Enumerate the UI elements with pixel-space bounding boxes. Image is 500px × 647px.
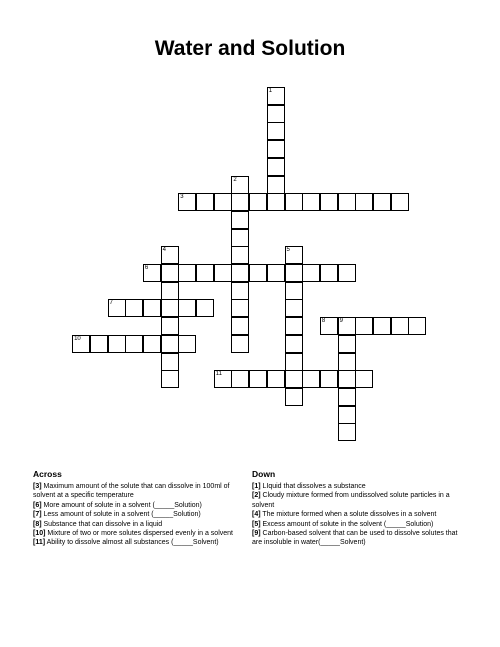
grid-cell[interactable] [178,299,196,317]
grid-cell[interactable] [338,388,356,406]
clue-label: [11] [33,539,46,547]
grid-cell[interactable] [72,335,90,353]
grid-cell[interactable] [408,317,426,335]
grid-cell[interactable] [267,140,285,158]
clue-item [33,510,245,519]
clue-item [33,529,245,538]
grid-cell[interactable] [302,193,320,211]
clue-item [33,482,245,501]
clue-number: 8 [321,318,326,325]
grid-cell[interactable] [267,176,285,194]
grid-cell[interactable] [196,193,214,211]
clue-number: 10 [74,335,81,342]
clue-label: [1] [252,483,261,490]
across-heading: Across [33,469,62,479]
clue-number: 6 [144,265,149,271]
grid-cell[interactable] [249,370,267,388]
grid-cell[interactable] [285,335,303,353]
clue-item [252,491,467,510]
clue-label: [2] [252,492,261,500]
clue-label: [7] [33,511,42,519]
clue-text: Carbon-based solvent that can be used to dissolve solutes that are insoluble in water(_____Solvent) [252,530,458,547]
clue-number: 11 [215,371,222,378]
clue-label: [9] [252,530,261,538]
clue-label: [4] [252,511,261,519]
grid-cell[interactable] [231,211,249,229]
clue-item [33,501,245,510]
grid-cell[interactable] [391,193,409,211]
clue-label: [5] [252,520,261,528]
grid-cell[interactable] [267,193,285,211]
grid-cell[interactable] [231,193,249,211]
grid-cell[interactable] [285,264,303,282]
down-clue-list [252,482,467,548]
grid-cell[interactable] [161,353,179,371]
grid-cell[interactable] [267,264,285,282]
grid-cell[interactable] [249,193,267,211]
grid-cell[interactable] [231,299,249,317]
grid-cell[interactable] [320,264,338,282]
grid-cell[interactable] [143,335,161,353]
clue-text: LIquid that dissolves a substance [260,483,366,490]
grid-cell[interactable] [161,370,179,388]
grid-cell[interactable] [285,299,303,317]
clue-text: More amount of solute in a solvent (_____Solution) [41,501,202,509]
grid-cell[interactable] [231,229,249,247]
grid-cell[interactable] [231,264,249,282]
clue-text: Less amount of solute in a solvent (_____Solution) [41,511,201,519]
grid-cell[interactable] [267,370,285,388]
grid-cell[interactable] [267,122,285,140]
clue-number: 5 [286,247,290,254]
down-heading: Down [252,469,276,479]
clue-text: Ability to dissolve almost all substances (_____Solvent) [45,539,219,547]
grid-cell[interactable] [320,193,338,211]
grid-cell[interactable] [355,370,373,388]
grid-cell[interactable] [338,317,356,335]
clue-text: The mixture formed when a solute dissolves in a solvent [260,511,437,519]
clue-number: 2 [233,176,237,183]
grid-cell[interactable] [285,282,303,300]
grid-cell[interactable] [285,317,303,335]
grid-cell[interactable] [161,299,179,317]
across-clue-list [33,482,245,548]
grid-cell[interactable] [178,264,196,282]
grid-cell[interactable] [231,176,249,194]
clue-label: [3] [33,483,42,490]
grid-cell[interactable] [338,335,356,353]
clue-item [252,529,467,548]
grid-cell[interactable] [285,246,303,264]
clue-text: Substance that can dissolve in a liquid [41,520,163,528]
clue-item [252,520,467,529]
grid-cell[interactable] [373,317,391,335]
grid-cell[interactable] [338,423,356,441]
clue-text: Cloudy mixture formed from undissolved solute particles in a solvent [252,492,450,509]
grid-cell[interactable] [231,370,249,388]
grid-cell[interactable] [373,193,391,211]
grid-cell[interactable] [285,370,303,388]
clue-text: Mixture of two or more solutes dispersed evenly in a solvent [45,530,233,538]
grid-cell[interactable] [285,193,303,211]
clue-item [33,520,245,529]
grid-cell[interactable] [338,353,356,371]
grid-cell[interactable] [320,370,338,388]
grid-cell[interactable] [320,317,338,335]
grid-cell[interactable] [196,299,214,317]
grid-cell[interactable] [285,353,303,371]
grid-cell[interactable] [90,335,108,353]
grid-cell[interactable] [143,299,161,317]
grid-cell[interactable] [355,193,373,211]
grid-cell[interactable] [285,388,303,406]
grid-cell[interactable] [108,335,126,353]
grid-cell[interactable] [178,335,196,353]
clue-item [252,482,467,491]
grid-cell[interactable] [338,264,356,282]
clue-number: 4 [162,247,166,254]
grid-cell[interactable] [161,282,179,300]
grid-cell[interactable] [231,317,249,335]
down-clues [252,469,467,548]
grid-cell[interactable] [214,370,232,388]
grid-cell[interactable] [249,264,267,282]
grid-cell[interactable] [355,317,373,335]
grid-cell[interactable] [214,193,232,211]
grid-cell[interactable] [338,406,356,424]
clue-text: Maximum amount of the solute that can dissolve in 100ml of solvent at a specific temperature [33,483,230,500]
grid-cell[interactable] [338,370,356,388]
page-title: Water and Solution [154,37,346,60]
grid-cell[interactable] [125,335,143,353]
grid-cell[interactable] [108,299,126,317]
grid-cell[interactable] [178,193,196,211]
clue-text: Excess amount of solute in the solvent (_____Solution) [260,520,434,528]
grid-cell[interactable] [161,264,179,282]
clue-item [252,510,467,519]
grid-cell[interactable] [161,246,179,264]
clue-label: [10] [33,530,46,538]
grid-cell[interactable] [391,317,409,335]
grid-cell[interactable] [338,193,356,211]
grid-cell[interactable] [214,264,232,282]
grid-cell[interactable] [231,246,249,264]
clue-number: 3 [180,194,184,201]
clue-number: 7 [109,300,113,307]
grid-cell[interactable] [161,335,179,353]
grid-cell[interactable] [267,158,285,176]
clue-label: [8] [33,520,42,528]
grid-cell[interactable] [302,264,320,282]
clue-number: 9 [339,318,343,325]
grid-cell[interactable] [125,299,143,317]
grid-cell[interactable] [161,317,179,335]
grid-cell[interactable] [267,87,285,105]
grid-cell[interactable] [302,370,320,388]
grid-cell[interactable] [267,105,285,123]
grid-cell[interactable] [196,264,214,282]
grid-cell[interactable] [231,335,249,353]
across-clues [33,469,245,548]
clue-number: 1 [268,88,273,94]
grid-cell[interactable] [231,282,249,300]
grid-cell[interactable] [143,264,161,282]
clue-label: [6] [33,501,42,509]
clue-item [33,538,245,547]
